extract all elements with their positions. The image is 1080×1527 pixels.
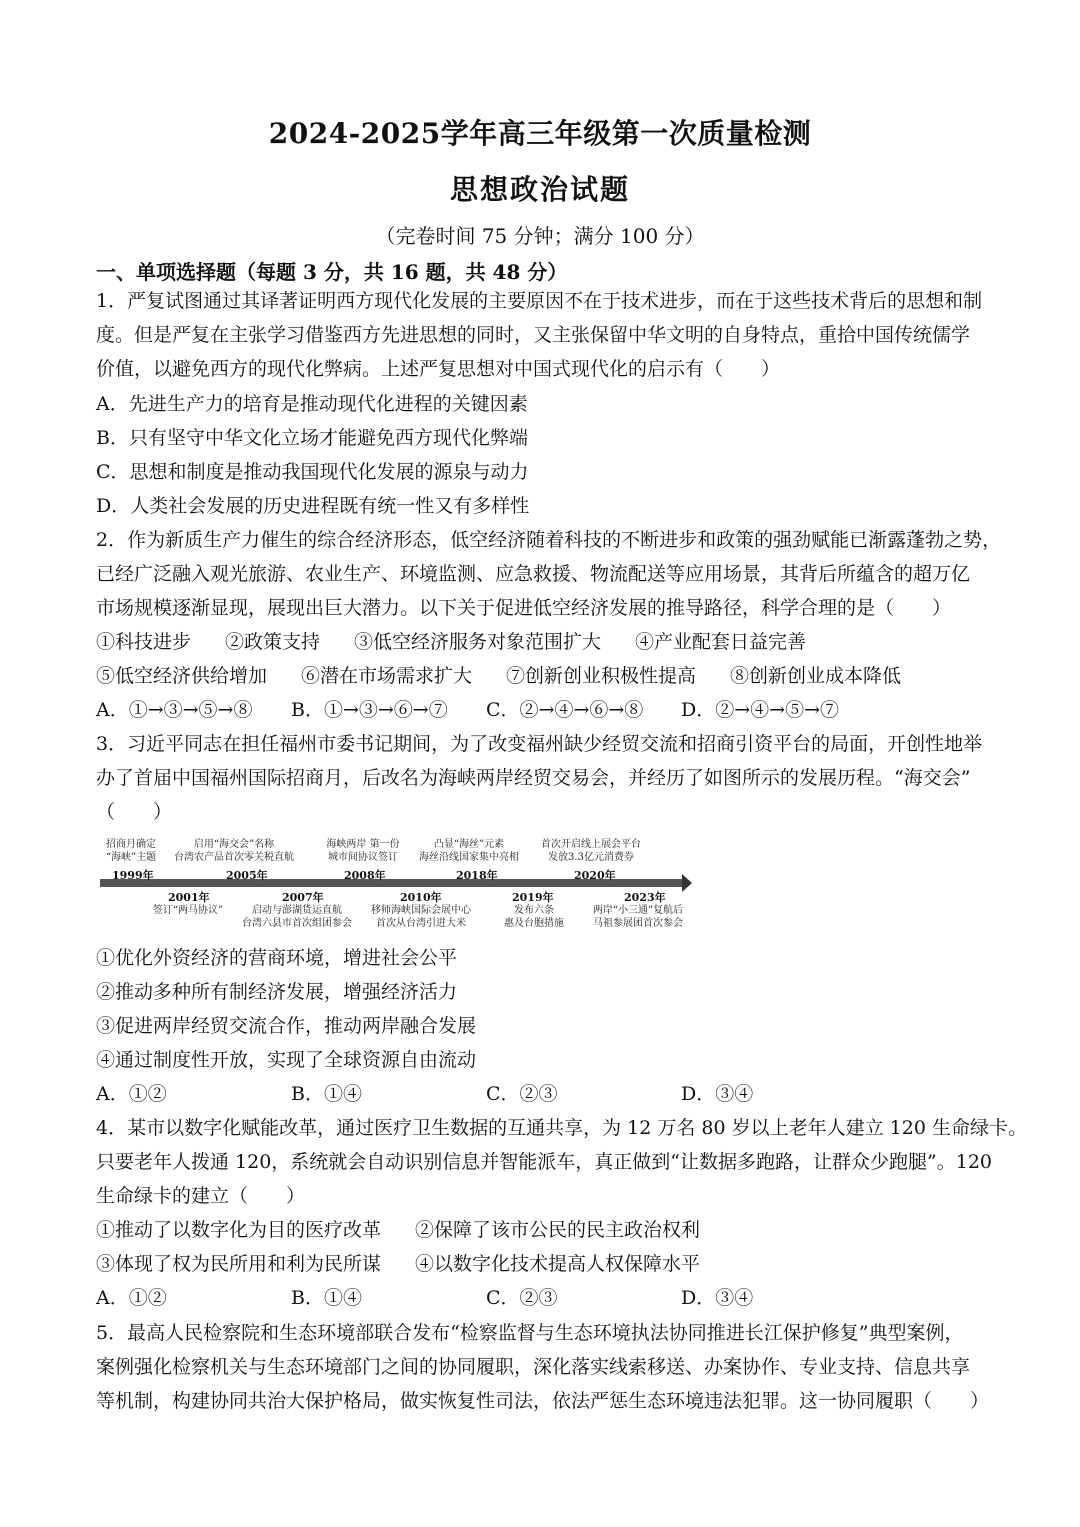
statement: ③体现了权为民所用和利为民所谋 — [96, 1253, 382, 1275]
question-text-line: 3．习近平同志在担任福州市委书记期间，为了改变福州缺少经贸交流和招商引资平台的局面，开创性地举 — [96, 733, 983, 755]
option-b[interactable]: B．①④ — [291, 1287, 362, 1309]
option-c[interactable]: C．②→④→⑥→⑧ — [486, 699, 644, 721]
statement: ②保障了该市公民的民主政治权利 — [415, 1219, 701, 1241]
timeline-event: 两岸“小三通”复航后 马祖参展团首次参会 — [592, 905, 684, 929]
timeline-year: 2018年 — [456, 869, 498, 882]
statement: ⑦创新创业积极性提高 — [506, 665, 697, 687]
timeline-year: 2005年 — [226, 869, 268, 882]
section-heading: 一、单项选择题（每题 3 分，共 16 题，共 48 分） — [96, 260, 568, 284]
option-b[interactable]: B．①④ — [291, 1083, 362, 1105]
timeline-event: 启用“海交会”名称 台湾农产品首次零关税直航 — [174, 839, 294, 863]
statement-row — [96, 1213, 734, 1247]
option-b[interactable]: B．只有坚守中华文化立场才能避免西方现代化弊端 — [96, 427, 528, 449]
question-text-line: 只要老年人拨通 120，系统就会自动识别信息并智能派车，真正做到“让数据多跑路，让群众少跑腿”。120 — [96, 1151, 992, 1173]
option-a[interactable]: A．先进生产力的培育是推动现代化进程的关键因素 — [96, 393, 528, 415]
question-text-line: 5．最高人民检察院和生态环境部联合发布“检察监督与生态环境执法协同推进长江保护修复”典型案例， — [96, 1322, 964, 1344]
statement: ③促进两岸经贸交流合作，推动两岸融合发展 — [96, 1015, 477, 1037]
statement-row — [96, 625, 840, 659]
question-text-line: 办了首届中国福州国际招商月，后改名为海峡两岸经贸交易会，并经历了如图所示的发展历程。“海交会” — [96, 767, 971, 789]
timeline-year: 2008年 — [344, 869, 386, 882]
timeline-event: 发布六条 惠及台胞措施 — [504, 905, 564, 929]
timeline-event: 招商月确定 “海峡”主题 — [105, 839, 157, 863]
timeline-year: 2010年 — [400, 891, 442, 904]
timeline-year: 2019年 — [512, 891, 554, 904]
statement: ⑤低空经济供给增加 — [96, 665, 268, 687]
statement: ②政策支持 — [225, 631, 321, 653]
statement: ⑥潜在市场需求扩大 — [301, 665, 473, 687]
timeline-event: 启动与澎湖货运直航 台湾六县市首次组团参会 — [242, 905, 352, 929]
timeline-figure — [96, 838, 696, 938]
statement: ③低空经济服务对象范围扩大 — [354, 631, 602, 653]
question-text-line: 生命绿卡的建立（ ） — [96, 1185, 306, 1207]
statement: ①优化外资经济的营商环境，增进社会公平 — [96, 947, 458, 969]
timeline-event: 凸显“海丝”元素 海丝沿线国家集中亮相 — [419, 839, 519, 863]
timeline-event: 移师海峡国际会展中心 首次从台湾引进大米 — [371, 905, 471, 929]
option-d[interactable]: D．②→④→⑤→⑦ — [681, 699, 839, 721]
timeline-event: 签订“两马协议” — [152, 905, 224, 916]
timeline-year: 1999年 — [112, 869, 154, 882]
statement-row — [96, 659, 935, 693]
timeline-arrow-icon — [682, 874, 692, 892]
statement: ④产业配套日益完善 — [635, 631, 807, 653]
option-a[interactable]: A．①→③→⑤→⑧ — [96, 699, 253, 721]
question-text-line: 2．作为新质生产力催生的综合经济形态，低空经济随着科技的不断进步和政策的强劲赋能已渐露蓬勃之势， — [96, 529, 1002, 551]
option-d[interactable]: D．③④ — [681, 1287, 754, 1309]
timeline-year: 2020年 — [574, 869, 616, 882]
timeline-year: 2023年 — [624, 891, 666, 904]
question-text-line: 价值，以避免西方的现代化弊病。上述严复思想对中国式现代化的启示有（ ） — [96, 358, 781, 380]
statement-row — [96, 1247, 734, 1281]
question-text-line: 市场规模逐渐显现，展现出巨大潜力。以下关于促进低空经济发展的推导路径，科学合理的是（ ） — [96, 597, 952, 619]
statement: ①推动了以数字化为目的医疗改革 — [96, 1219, 382, 1241]
statement: ①科技进步 — [96, 631, 192, 653]
option-a[interactable]: A．①② — [96, 1287, 167, 1309]
question-text-line: 度。但是严复在主张学习借鉴西方先进思想的同时，又主张保留中华文明的自身特点，重拾中国传统儒学 — [96, 324, 971, 346]
options-row — [96, 1077, 916, 1111]
option-a[interactable]: A．①② — [96, 1083, 167, 1105]
question-text-line: 已经广泛融入观光旅游、农业生产、环境监测、应急救援、物流配送等应用场景，其背后所蕴含的超万亿 — [96, 563, 971, 585]
timeline-year: 2007年 — [282, 891, 324, 904]
option-b[interactable]: B．①→③→⑥→⑦ — [291, 699, 448, 721]
option-c[interactable]: C．思想和制度是推动我国现代化发展的源泉与动力 — [96, 461, 529, 483]
statement: ④以数字化技术提高人权保障水平 — [415, 1253, 701, 1275]
option-d[interactable]: D．人类社会发展的历史进程既有统一性又有多样性 — [96, 495, 530, 517]
exam-subject: 思想政治试题 — [449, 173, 630, 206]
options-row — [96, 693, 916, 727]
exam-title: 2024-2025学年高三年级第一次质量检测 — [268, 117, 812, 150]
options-row — [96, 1281, 916, 1315]
question-text-line: 4．某市以数字化赋能改革，通过医疗卫生数据的互通共享，为 12 万名 80 岁以上老年人建立 120 生命绿卡。 — [96, 1117, 1027, 1139]
statement: ⑧创新创业成本降低 — [730, 665, 902, 687]
question-text-line: 等机制，构建协同共治大保护格局，做实恢复性司法，依法严惩生态环境违法犯罪。这一协同履职（ ） — [96, 1390, 990, 1412]
option-d[interactable]: D．③④ — [681, 1083, 754, 1105]
question-text-line: 案例强化检察机关与生态环境部门之间的协同履职，深化落实线索移送、办案协作、专业支持、信息共享 — [96, 1356, 971, 1378]
statement: ②推动多种所有制经济发展，增强经济活力 — [96, 981, 458, 1003]
statement: ④通过制度性开放，实现了全球资源自由流动 — [96, 1049, 477, 1071]
option-c[interactable]: C．②③ — [486, 1287, 558, 1309]
question-text-line: （ ） — [96, 801, 173, 823]
option-c[interactable]: C．②③ — [486, 1083, 558, 1105]
timeline-year: 2001年 — [168, 891, 210, 904]
timeline-event: 首次开启线上展会平台 发放3.3亿元消费券 — [541, 839, 641, 863]
question-text-line: 1．严复试图通过其译著证明西方现代化发展的主要原因不在于技术进步，而在于这些技术背后的思想和制 — [96, 290, 983, 312]
timeline-event: 海峡两岸 第一份 城市间协议签订 — [326, 839, 400, 863]
exam-note: （完卷时间 75 分钟；满分 100 分） — [375, 224, 705, 248]
